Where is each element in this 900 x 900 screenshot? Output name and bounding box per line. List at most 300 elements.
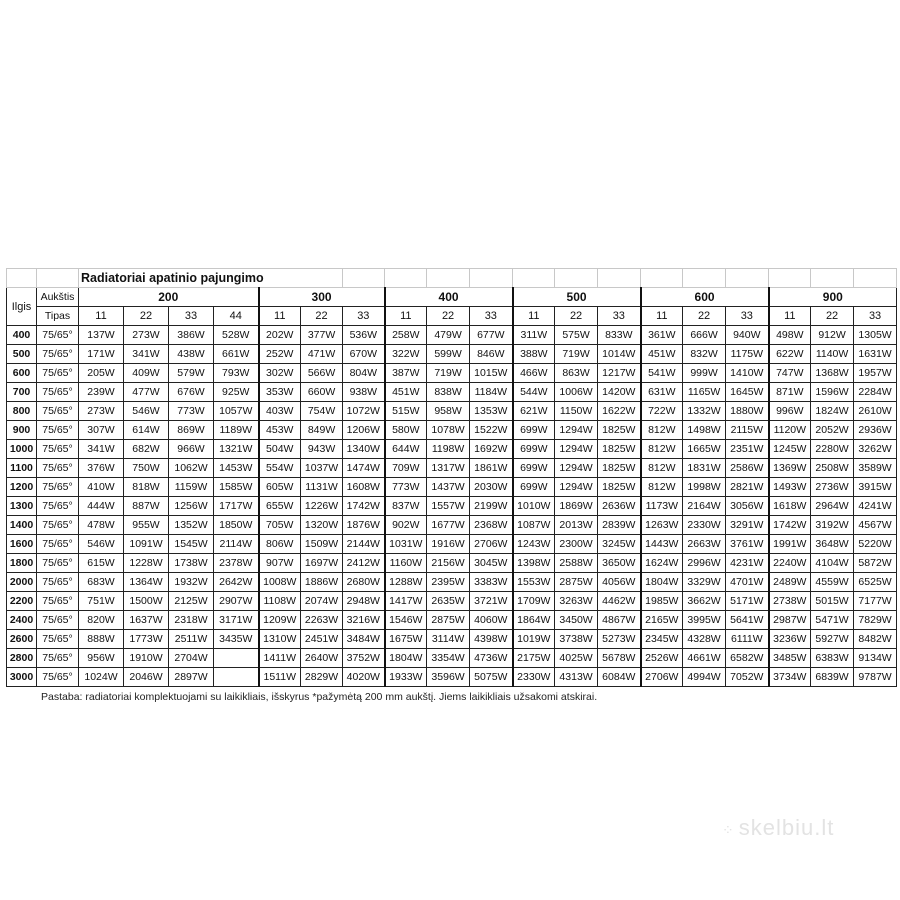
power-cell: 1825W: [598, 478, 641, 497]
power-cell: 677W: [470, 326, 513, 345]
power-cell: 2829W: [301, 668, 343, 687]
power-cell: [214, 649, 259, 668]
type-header: 33: [726, 307, 769, 326]
type-header: 33: [169, 307, 214, 326]
power-cell: 699W: [513, 459, 555, 478]
power-cell: 4328W: [683, 630, 726, 649]
power-cell: 4567W: [854, 516, 897, 535]
power-cell: 888W: [79, 630, 124, 649]
power-cell: 2451W: [301, 630, 343, 649]
power-cell: 5678W: [598, 649, 641, 668]
power-cell: 1037W: [301, 459, 343, 478]
blank-cell: [385, 269, 427, 288]
power-cell: 1332W: [683, 402, 726, 421]
power-cell: 2907W: [214, 592, 259, 611]
temperature-cell: 75/65°: [37, 364, 79, 383]
power-cell: 1024W: [79, 668, 124, 687]
power-cell: 3596W: [427, 668, 470, 687]
power-cell: 1245W: [769, 440, 811, 459]
power-cell: 2240W: [769, 554, 811, 573]
power-cell: 1645W: [726, 383, 769, 402]
power-cell: 4020W: [343, 668, 385, 687]
power-cell: 902W: [385, 516, 427, 535]
power-cell: 670W: [343, 345, 385, 364]
power-cell: 3721W: [470, 592, 513, 611]
power-cell: 1206W: [343, 421, 385, 440]
power-cell: 3435W: [214, 630, 259, 649]
power-cell: 1310W: [259, 630, 301, 649]
power-cell: 2642W: [214, 573, 259, 592]
blank-cell: [769, 269, 811, 288]
power-cell: 1228W: [124, 554, 169, 573]
temperature-cell: 75/65°: [37, 478, 79, 497]
power-cell: 660W: [301, 383, 343, 402]
power-cell: 4661W: [683, 649, 726, 668]
power-cell: 1861W: [470, 459, 513, 478]
power-cell: 699W: [513, 440, 555, 459]
power-cell: 5641W: [726, 611, 769, 630]
power-cell: 1120W: [769, 421, 811, 440]
power-cell: 1608W: [343, 478, 385, 497]
power-cell: 1886W: [301, 573, 343, 592]
table-row: [7, 326, 897, 345]
length-cell: 400: [7, 326, 37, 345]
power-cell: 1159W: [169, 478, 214, 497]
type-header: 33: [343, 307, 385, 326]
power-cell: 5171W: [726, 592, 769, 611]
length-cell: 3000: [7, 668, 37, 687]
power-cell: 2052W: [811, 421, 854, 440]
length-cell: 2800: [7, 649, 37, 668]
blank-cell: [598, 269, 641, 288]
power-cell: 3245W: [598, 535, 641, 554]
power-cell: 377W: [301, 326, 343, 345]
power-cell: 322W: [385, 345, 427, 364]
power-cell: 3192W: [811, 516, 854, 535]
power-cell: 1522W: [470, 421, 513, 440]
power-cell: 2074W: [301, 592, 343, 611]
power-cell: 2046W: [124, 668, 169, 687]
power-cell: 1305W: [854, 326, 897, 345]
power-cell: 504W: [259, 440, 301, 459]
power-cell: 2330W: [683, 516, 726, 535]
power-cell: 2368W: [470, 516, 513, 535]
type-header: 22: [124, 307, 169, 326]
table-row: [7, 421, 897, 440]
power-cell: 754W: [301, 402, 343, 421]
power-cell: 863W: [555, 364, 598, 383]
power-cell: 3329W: [683, 573, 726, 592]
type-header: 22: [811, 307, 854, 326]
power-cell: 2736W: [811, 478, 854, 497]
power-cell: 403W: [259, 402, 301, 421]
power-cell: 1019W: [513, 630, 555, 649]
power-cell: 676W: [169, 383, 214, 402]
power-cell: 812W: [641, 440, 683, 459]
power-cell: 751W: [79, 592, 124, 611]
power-cell: 719W: [555, 345, 598, 364]
temperature-cell: 75/65°: [37, 535, 79, 554]
power-cell: 1677W: [427, 516, 470, 535]
power-cell: 466W: [513, 364, 555, 383]
power-cell: 1624W: [641, 554, 683, 573]
power-cell: 341W: [79, 440, 124, 459]
power-cell: 528W: [214, 326, 259, 345]
blank-cell: [513, 269, 555, 288]
power-cell: 478W: [79, 516, 124, 535]
power-cell: 1217W: [598, 364, 641, 383]
type-header: 11: [641, 307, 683, 326]
power-cell: 1340W: [343, 440, 385, 459]
table-row: [7, 573, 897, 592]
table-row: [7, 402, 897, 421]
power-cell: 1010W: [513, 497, 555, 516]
power-cell: 1553W: [513, 573, 555, 592]
table-title: Radiatoriai apatinio pajungimo: [79, 269, 343, 288]
power-cell: [214, 668, 259, 687]
power-cell: 3485W: [769, 649, 811, 668]
power-cell: 1998W: [683, 478, 726, 497]
power-cell: 1453W: [214, 459, 259, 478]
temperature-cell: 75/65°: [37, 668, 79, 687]
power-cell: 4056W: [598, 573, 641, 592]
temperature-cell: 75/65°: [37, 440, 79, 459]
power-cell: 812W: [641, 478, 683, 497]
power-cell: 6084W: [598, 668, 641, 687]
power-cell: 1420W: [598, 383, 641, 402]
power-cell: 471W: [301, 345, 343, 364]
power-cell: 1474W: [343, 459, 385, 478]
blank-cell: [37, 269, 79, 288]
power-cell: 1932W: [169, 573, 214, 592]
power-cell: 4559W: [811, 573, 854, 592]
table-row: [7, 364, 897, 383]
power-cell: 1150W: [555, 402, 598, 421]
power-cell: 4313W: [555, 668, 598, 687]
power-cell: 806W: [259, 535, 301, 554]
power-cell: 1738W: [169, 554, 214, 573]
power-cell: 3056W: [726, 497, 769, 516]
power-cell: 773W: [169, 402, 214, 421]
power-cell: 1014W: [598, 345, 641, 364]
power-cell: 451W: [641, 345, 683, 364]
power-cell: 5927W: [811, 630, 854, 649]
power-cell: 3450W: [555, 611, 598, 630]
power-cell: 956W: [79, 649, 124, 668]
power-cell: 2412W: [343, 554, 385, 573]
power-cell: 1596W: [811, 383, 854, 402]
power-cell: 1498W: [683, 421, 726, 440]
power-cell: 5075W: [470, 668, 513, 687]
power-cell: 252W: [259, 345, 301, 364]
height-header: 900: [769, 288, 897, 307]
type-header: 22: [427, 307, 470, 326]
power-cell: 376W: [79, 459, 124, 478]
blank-cell: [726, 269, 769, 288]
power-cell: 1804W: [641, 573, 683, 592]
power-cell: 996W: [769, 402, 811, 421]
power-cell: 999W: [683, 364, 726, 383]
power-cell: 544W: [513, 383, 555, 402]
power-cell: 1288W: [385, 573, 427, 592]
power-cell: 1108W: [259, 592, 301, 611]
power-cell: 1637W: [124, 611, 169, 630]
power-cell: 1368W: [811, 364, 854, 383]
power-cell: 1825W: [598, 421, 641, 440]
power-cell: 3263W: [555, 592, 598, 611]
power-cell: 1831W: [683, 459, 726, 478]
power-cell: 1773W: [124, 630, 169, 649]
blank-cell: [427, 269, 470, 288]
power-cell: 2511W: [169, 630, 214, 649]
power-cell: 7052W: [726, 668, 769, 687]
power-cell: 3484W: [343, 630, 385, 649]
power-cell: 1618W: [769, 497, 811, 516]
type-header: 11: [79, 307, 124, 326]
length-cell: 1600: [7, 535, 37, 554]
table-row: [7, 478, 897, 497]
power-cell: 438W: [169, 345, 214, 364]
height-header: 300: [259, 288, 385, 307]
power-cell: 1631W: [854, 345, 897, 364]
table-header: [7, 269, 897, 326]
power-cell: 479W: [427, 326, 470, 345]
power-cell: 202W: [259, 326, 301, 345]
power-cell: 599W: [427, 345, 470, 364]
power-cell: 2680W: [343, 573, 385, 592]
power-cell: 273W: [79, 402, 124, 421]
power-cell: 453W: [259, 421, 301, 440]
power-cell: 566W: [301, 364, 343, 383]
power-cell: 2284W: [854, 383, 897, 402]
power-cell: 2610W: [854, 402, 897, 421]
power-cell: 3291W: [726, 516, 769, 535]
power-cell: 2936W: [854, 421, 897, 440]
power-cell: 6383W: [811, 649, 854, 668]
length-cell: 1400: [7, 516, 37, 535]
table-body: [7, 326, 897, 687]
power-cell: 1876W: [343, 516, 385, 535]
power-cell: 3648W: [811, 535, 854, 554]
power-cell: 4025W: [555, 649, 598, 668]
power-cell: 838W: [427, 383, 470, 402]
power-cell: 832W: [683, 345, 726, 364]
power-cell: 1131W: [301, 478, 343, 497]
height-header: 500: [513, 288, 641, 307]
power-cell: 361W: [641, 326, 683, 345]
power-cell: 1692W: [470, 440, 513, 459]
power-cell: 773W: [385, 478, 427, 497]
blank-cell: [854, 269, 897, 288]
type-header: 33: [598, 307, 641, 326]
power-cell: 1398W: [513, 554, 555, 573]
power-cell: 302W: [259, 364, 301, 383]
power-cell: 1263W: [641, 516, 683, 535]
power-cell: 353W: [259, 383, 301, 402]
power-cell: 1294W: [555, 459, 598, 478]
tipas-label: Tipas: [37, 307, 79, 326]
power-cell: 1062W: [169, 459, 214, 478]
length-cell: 1000: [7, 440, 37, 459]
power-cell: 2996W: [683, 554, 726, 573]
power-cell: 1364W: [124, 573, 169, 592]
temperature-cell: 75/65°: [37, 383, 79, 402]
blank-cell: [470, 269, 513, 288]
power-cell: 1742W: [769, 516, 811, 535]
power-cell: 4231W: [726, 554, 769, 573]
power-cell: 621W: [513, 402, 555, 421]
power-cell: 747W: [769, 364, 811, 383]
power-cell: 793W: [214, 364, 259, 383]
power-cell: 2115W: [726, 421, 769, 440]
power-cell: 1717W: [214, 497, 259, 516]
table-row: [7, 535, 897, 554]
power-cell: 1078W: [427, 421, 470, 440]
power-cell: 1665W: [683, 440, 726, 459]
power-cell: 1226W: [301, 497, 343, 516]
power-cell: 3589W: [854, 459, 897, 478]
power-cell: 1015W: [470, 364, 513, 383]
power-cell: 2640W: [301, 649, 343, 668]
length-cell: 1200: [7, 478, 37, 497]
power-cell: 1140W: [811, 345, 854, 364]
power-cell: 2345W: [641, 630, 683, 649]
length-cell: 700: [7, 383, 37, 402]
power-cell: 3752W: [343, 649, 385, 668]
power-cell: 536W: [343, 326, 385, 345]
table-row: [7, 668, 897, 687]
watermark: [722, 815, 834, 841]
power-cell: 1869W: [555, 497, 598, 516]
length-cell: 800: [7, 402, 37, 421]
power-cell: 1243W: [513, 535, 555, 554]
power-cell: 837W: [385, 497, 427, 516]
power-cell: 2156W: [427, 554, 470, 573]
power-cell: 1173W: [641, 497, 683, 516]
power-cell: 2125W: [169, 592, 214, 611]
watermark-logo-icon: ⁘: [722, 822, 735, 838]
power-cell: 1006W: [555, 383, 598, 402]
power-cell: 1985W: [641, 592, 683, 611]
power-cell: 1742W: [343, 497, 385, 516]
power-cell: 2663W: [683, 535, 726, 554]
power-cell: 820W: [79, 611, 124, 630]
length-cell: 1800: [7, 554, 37, 573]
power-cell: 1585W: [214, 478, 259, 497]
table-row: [7, 383, 897, 402]
type-header: 33: [470, 307, 513, 326]
power-cell: 1008W: [259, 573, 301, 592]
power-cell: 3995W: [683, 611, 726, 630]
power-cell: 4994W: [683, 668, 726, 687]
power-cell: 1933W: [385, 668, 427, 687]
power-cell: 2706W: [470, 535, 513, 554]
power-cell: 2280W: [811, 440, 854, 459]
power-cell: 4736W: [470, 649, 513, 668]
type-header: 11: [513, 307, 555, 326]
power-cell: 1184W: [470, 383, 513, 402]
power-cell: 1411W: [259, 649, 301, 668]
power-cell: 1880W: [726, 402, 769, 421]
power-cell: 273W: [124, 326, 169, 345]
length-cell: 2200: [7, 592, 37, 611]
blank-cell: [343, 269, 385, 288]
height-row: [7, 288, 897, 307]
power-cell: 605W: [259, 478, 301, 497]
power-cell: 2395W: [427, 573, 470, 592]
power-cell: 4104W: [811, 554, 854, 573]
power-cell: 515W: [385, 402, 427, 421]
power-cell: 869W: [169, 421, 214, 440]
length-cell: 1100: [7, 459, 37, 478]
temperature-cell: 75/65°: [37, 497, 79, 516]
power-cell: 2351W: [726, 440, 769, 459]
power-cell: 1198W: [427, 440, 470, 459]
power-cell: 2263W: [301, 611, 343, 630]
power-cell: 2839W: [598, 516, 641, 535]
table-row: [7, 592, 897, 611]
power-cell: 388W: [513, 345, 555, 364]
length-cell: 2600: [7, 630, 37, 649]
power-cell: 655W: [259, 497, 301, 516]
power-cell: 818W: [124, 478, 169, 497]
power-cell: 4398W: [470, 630, 513, 649]
power-cell: 2821W: [726, 478, 769, 497]
power-cell: 846W: [470, 345, 513, 364]
power-cell: 1294W: [555, 478, 598, 497]
power-cell: 622W: [769, 345, 811, 364]
power-cell: 4701W: [726, 573, 769, 592]
blank-cell: [7, 269, 37, 288]
power-cell: 2897W: [169, 668, 214, 687]
power-cell: 1057W: [214, 402, 259, 421]
length-cell: 1300: [7, 497, 37, 516]
power-cell: 804W: [343, 364, 385, 383]
title-row: [7, 269, 897, 288]
power-cell: 7177W: [854, 592, 897, 611]
power-cell: 3734W: [769, 668, 811, 687]
power-cell: 2586W: [726, 459, 769, 478]
power-cell: 2508W: [811, 459, 854, 478]
power-cell: 1825W: [598, 459, 641, 478]
table-row: [7, 649, 897, 668]
power-cell: 1443W: [641, 535, 683, 554]
temperature-cell: 75/65°: [37, 611, 79, 630]
power-cell: 705W: [259, 516, 301, 535]
type-header: 22: [301, 307, 343, 326]
power-cell: 958W: [427, 402, 470, 421]
power-cell: 451W: [385, 383, 427, 402]
temperature-cell: 75/65°: [37, 402, 79, 421]
power-cell: 498W: [769, 326, 811, 345]
power-cell: 1675W: [385, 630, 427, 649]
power-cell: 682W: [124, 440, 169, 459]
power-cell: 2114W: [214, 535, 259, 554]
power-cell: 2738W: [769, 592, 811, 611]
power-cell: 812W: [641, 421, 683, 440]
power-cell: 887W: [124, 497, 169, 516]
power-cell: 812W: [641, 459, 683, 478]
length-cell: 2400: [7, 611, 37, 630]
power-cell: 546W: [79, 535, 124, 554]
power-cell: 3662W: [683, 592, 726, 611]
power-cell: 1622W: [598, 402, 641, 421]
power-cell: 3236W: [769, 630, 811, 649]
footnote: Pastaba: radiatoriai komplektuojami su laikikliais, išskyrus *pažymėtą 200 mm aukštį. Jiems laikikliais užsakomi atskirai.: [41, 691, 598, 703]
length-cell: 900: [7, 421, 37, 440]
temperature-cell: 75/65°: [37, 649, 79, 668]
power-cell: 410W: [79, 478, 124, 497]
